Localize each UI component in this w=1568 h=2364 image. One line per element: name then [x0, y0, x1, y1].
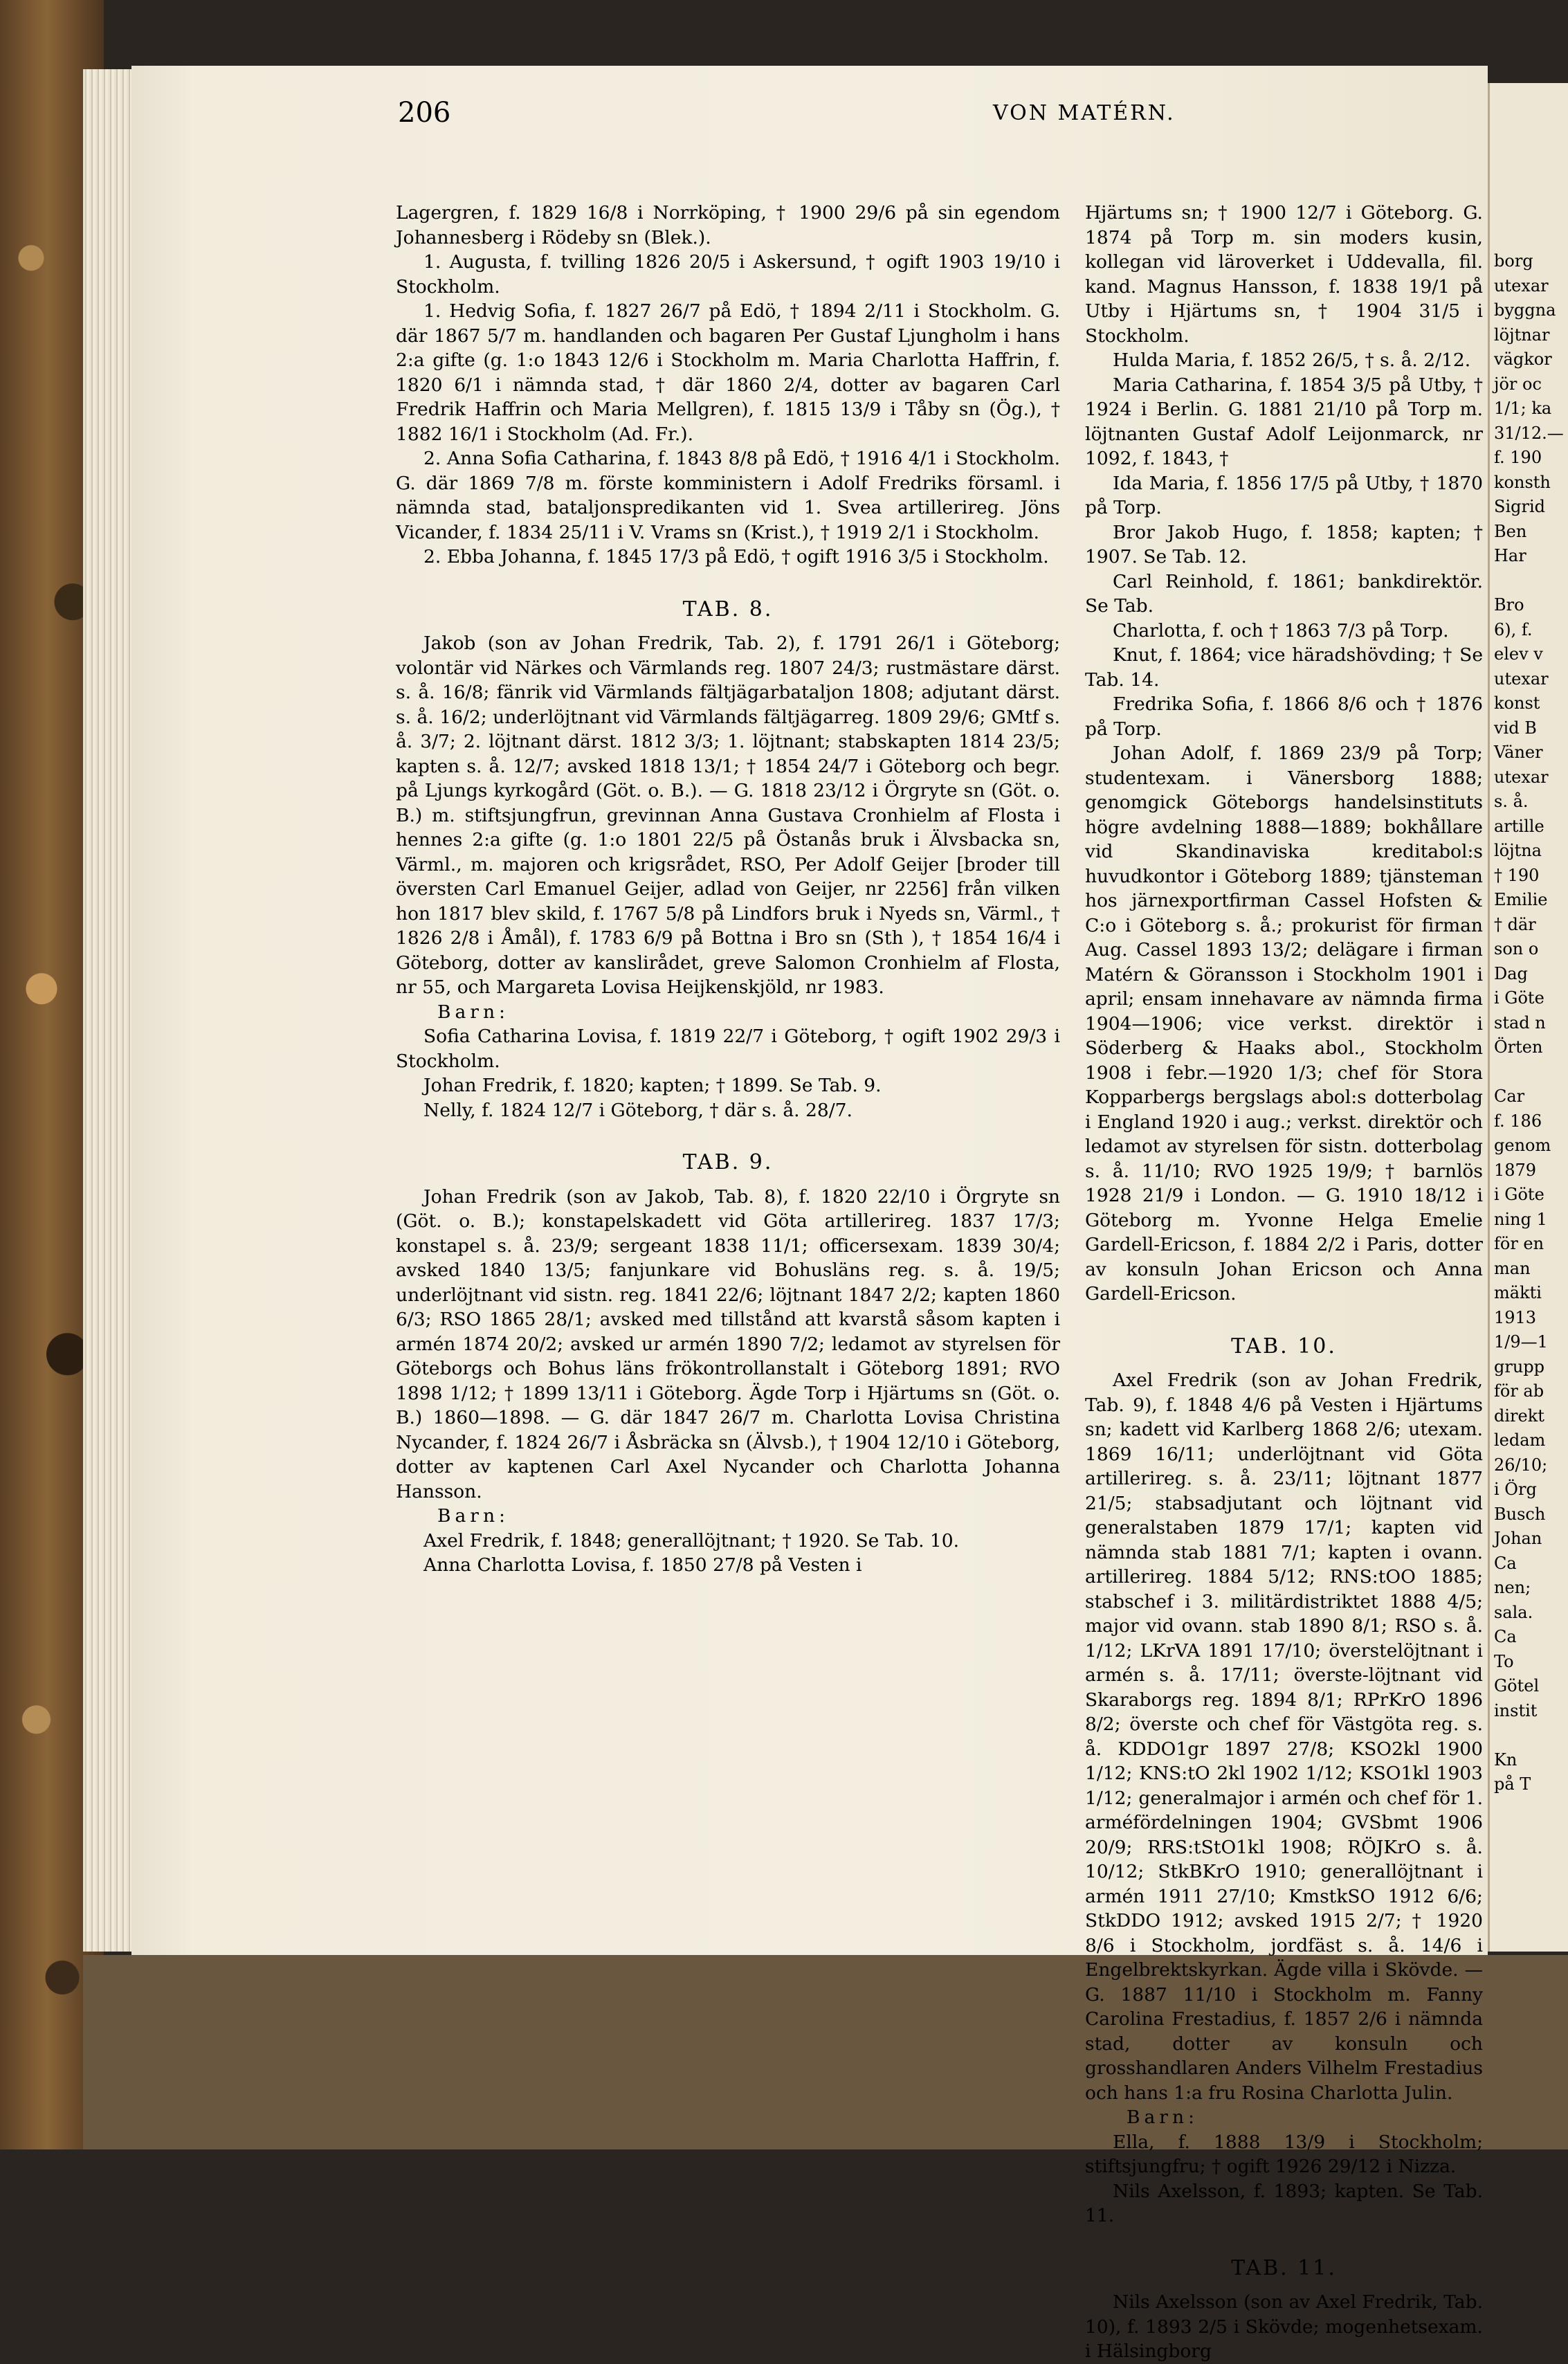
- entry-paragraph: Axel Fredrik, f. 1848; generallöjtnant; † 1920. Se Tab. 10.: [423, 1529, 960, 1552]
- facing-page-line: byggna: [1494, 300, 1556, 320]
- entry-paragraph: 2. Anna Sofia Catharina, f. 1843 8/8 på Edö, † 1916 4/1 i Stockholm. G. där 1869 7/8 m. förste komministern i Adolf Fredriks församl. i nämnda stad, bataljonspredikanten vid 1. Svea artillerireg. Jöns Vicander, f. 1834 25/11 i V. Vrams sn (Krist.), † 1919 2/1 i Stockholm.: [396, 448, 1060, 543]
- running-title: VON MATÉRN.: [993, 101, 1176, 125]
- page-stack-edge: [83, 69, 133, 1952]
- facing-page-line: ning 1: [1494, 1209, 1547, 1229]
- facing-page-line: 6), f.: [1494, 619, 1533, 639]
- facing-page-line: vägkor: [1494, 349, 1552, 369]
- table-heading: TAB. 8.: [682, 597, 774, 621]
- facing-page-fragments: [1490, 83, 1568, 1797]
- facing-page-line: Ca: [1494, 1553, 1517, 1573]
- children-heading: Barn:: [437, 1505, 509, 1527]
- entry-paragraph: Johan Adolf, f. 1869 23/9 på Torp; studentexam. i Vänersborg 1888; genomgick Göteborgs handelsinstituts högre avdelning 1888—1889; bokhållare vid Skandinaviska kreditabol:s huvudkontor i Göteborg 1889; tjänsteman hos järnexportfirman Cassel Hofsten & C:o i Göteborg s. å.; prokurist för firman Aug. Cassel 1893 13/2; delägare i firman Matérn & Göransson i Stockholm 1901 i april; ensam innehavare av nämnda firma 1904—1906; vice verkst. direktör i Söderberg & Haaks abol., Stockholm 1908 i febr.—1920 1/3; chef för Stora Kopparbergs bergslags abol:s dotterbolag i England 1920 i aug.; verkst. direktör och ledamot av styrelsen för sistn. dotterbolag s. å. 11/10; RVO 1925 19/9; † barnlös 1928 21/9 i London. — G. 1910 18/12 i Göteborg m. Yvonne Helga Emelie Gardell-Ericson, f. 1884 2/2 i Paris, dotter av konsuln Johan Ericson och Anna Gardell-Ericson.: [1085, 743, 1483, 1304]
- facing-page-line: 26/10;: [1494, 1455, 1548, 1475]
- facing-page-line: son o: [1494, 939, 1539, 958]
- facing-page-line: grupp: [1494, 1356, 1545, 1376]
- facing-page-line: i Göte: [1494, 988, 1544, 1008]
- facing-page-line: f. 186: [1494, 1111, 1542, 1131]
- facing-page-line: f. 190: [1494, 448, 1542, 467]
- facing-page-line: ledam: [1494, 1430, 1546, 1450]
- facing-page-line: [1494, 569, 1568, 594]
- facing-page-line: mäkti: [1494, 1283, 1542, 1302]
- facing-page-line: utexar: [1494, 275, 1549, 296]
- facing-page-line: instit: [1494, 1700, 1538, 1720]
- facing-page-line: för ab: [1494, 1381, 1544, 1401]
- facing-page-line: [1494, 1060, 1568, 1085]
- facing-page-line: † där: [1494, 914, 1536, 934]
- facing-page-line: Car: [1494, 1086, 1525, 1106]
- entry-paragraph: Ida Maria, f. 1856 17/5 på Utby, † 1870 på Torp.: [1085, 472, 1483, 518]
- facing-page-line: artille: [1494, 816, 1544, 836]
- entry-paragraph: Carl Reinhold, f. 1861; bankdirektör. Se Tab.: [1085, 570, 1483, 617]
- entry-paragraph: Hulda Maria, f. 1852 26/5, † s. å. 2/12.: [1113, 349, 1471, 371]
- entry-paragraph: Nelly, f. 1824 12/7 i Göteborg, † där s. å. 28/7.: [423, 1099, 853, 1121]
- entry-paragraph: 2. Ebba Johanna, f. 1845 17/3 på Edö, † ogift 1916 3/5 i Stockholm.: [423, 546, 1049, 567]
- entry-paragraph: Lagergren, f. 1829 16/8 i Norrköping, † 1900 29/6 på sin egendom Johannesberg i Rödeby sn (Blek.).: [396, 202, 1060, 248]
- entry-paragraph: Maria Catharina, f. 1854 3/5 på Utby, † 1924 i Berlin. G. 1881 21/10 på Torp m. löjtnanten Gustaf Adolf Leijonmarck, nr 1092, f. 1843, †: [1085, 374, 1483, 469]
- left-column: [396, 201, 1060, 1578]
- facing-page-line: Har: [1494, 546, 1526, 565]
- facing-page-line: på T: [1494, 1774, 1531, 1794]
- entry-paragraph: Hjärtums sn; † 1900 12/7 i Göteborg. G. 1874 på Torp m. sin moders kusin, kollegan vid läroverket i Uddevalla, fil. kand. Magnus Hansson, f. 1838 19/1 på Utby i Hjärtums sn, † 1904 31/5 i Stockholm.: [1085, 202, 1483, 347]
- entry-paragraph: Johan Fredrik (son av Jakob, Tab. 8), f. 1820 22/10 i Örgryte sn (Göt. o. B.); konstapelskadett vid Göta artillerireg. 1837 17/3; konstapel s. å. 23/9; sergeant 1838 11/1; officersexam. 1839 30/4; avsked 1840 13/5; fanjunkare vid Bohusläns reg. s. å. 19/5; underlöjtnant vid sistn. reg. 1841 22/6; löjtnant 1847 2/2; kapten 1860 6/3; RSO 1865 28/1; avsked med tillstånd att kvarstå såsom kapten i armén 1874 20/2; avsked ur armén 1890 7/2; ledamot av styrelsen för Göteborgs och Bohus läns frökontrollanstalt i Göteborg 1891; RVO 1898 1/12; † 1899 13/11 i Göteborg. Ägde Torp i Hjärtums sn (Göt. o. B.) 1860—1898. — G. där 1847 26/7 m. Charlotta Lovisa Christina Nycander, f. 1824 26/7 i Åsbräcka sn (Älvsb.), † 1904 12/10 i Göteborg, dotter av kaptenen Carl Axel Nycander och Charlotta Johanna Hansson.: [396, 1185, 1060, 1502]
- facing-page-line: löjtnar: [1494, 325, 1550, 345]
- facing-page-line: utexar: [1494, 767, 1549, 787]
- facing-page-line: Örten: [1494, 1037, 1543, 1057]
- facing-page: [1488, 83, 1568, 1952]
- facing-page-line: utexar: [1494, 669, 1549, 689]
- facing-page-line: 1/1; ka: [1494, 399, 1552, 418]
- entry-paragraph: 1. Augusta, f. tvilling 1826 20/5 i Askersund, † ogift 1903 19/10 i Stockholm.: [396, 251, 1060, 298]
- facing-page-line: elev v: [1494, 644, 1543, 664]
- children-heading: Barn:: [1127, 2107, 1198, 2128]
- entry-paragraph: Knut, f. 1864; vice häradshövding; † Se Tab. 14.: [1085, 644, 1483, 691]
- entry-paragraph: Sofia Catharina Lovisa, f. 1819 22/7 i Göteborg, † ogift 1902 29/3 i Stockholm.: [396, 1026, 1060, 1072]
- facing-page-line: genom: [1494, 1136, 1551, 1155]
- entry-paragraph: 1. Hedvig Sofia, f. 1827 26/7 på Edö, † 1894 2/11 i Stockholm. G. där 1867 5/7 m. handlanden och bagaren Per Gustaf Ljungholm i hans 2:a gifte (g. 1:o 1843 12/6 i Stockholm m. Maria Charlotta Haffrin, f. 1820 6/1 i nämnda stad, † där 1860 2/4, dotter av bagaren Carl Fredrik Haffrin och Maria Mellgren), f. 1815 13/9 i Tåby sn (Ög.), † 1882 16/1 i Stockholm (Ad. Fr.).: [396, 300, 1060, 445]
- facing-page-line: för en: [1494, 1234, 1544, 1253]
- facing-page-line: Götel: [1494, 1676, 1540, 1695]
- facing-page-line: [1494, 1723, 1568, 1748]
- facing-page-line: stad n: [1494, 1012, 1546, 1033]
- facing-page-line: 1/9—1: [1494, 1332, 1548, 1352]
- facing-page-line: Sigrid: [1494, 497, 1545, 516]
- facing-page-line: nen;: [1494, 1578, 1531, 1597]
- facing-page-line: Busch: [1494, 1504, 1546, 1524]
- entry-paragraph: Anna Charlotta Lovisa, f. 1850 27/8 på Vesten i: [423, 1554, 862, 1576]
- facing-page-line: To: [1494, 1651, 1514, 1671]
- table-heading: TAB. 10.: [1231, 1334, 1337, 1358]
- facing-page-line: Ca: [1494, 1627, 1517, 1646]
- facing-page-line: Johan: [1494, 1529, 1542, 1548]
- facing-page-line: sala.: [1494, 1602, 1533, 1622]
- facing-page-line: † 190: [1494, 865, 1540, 885]
- entry-paragraph: Nils Axelsson (son av Axel Fredrik, Tab. 10), f. 1893 2/5 i Skövde; mogenhetsexam. i Hälsingborg: [1085, 2291, 1483, 2362]
- right-column: [1085, 201, 1483, 2364]
- facing-page-line: vid B: [1494, 718, 1537, 738]
- entry-paragraph: Bror Jakob Hugo, f. 1858; kapten; † 1907. Se Tab. 12.: [1085, 521, 1483, 567]
- facing-page-line: man: [1494, 1258, 1531, 1278]
- running-head: [398, 97, 1464, 138]
- facing-page-line: löjtna: [1494, 841, 1542, 860]
- facing-page-line: Dag: [1494, 963, 1528, 983]
- page-number: 206: [398, 97, 451, 129]
- table-heading: TAB. 9.: [682, 1150, 774, 1174]
- facing-page-line: i Örg: [1494, 1480, 1537, 1499]
- entry-paragraph: Nils Axelsson, f. 1893; kapten. Se Tab. 11.: [1085, 2180, 1483, 2226]
- facing-page-line: Kn: [1494, 1749, 1517, 1770]
- facing-page-line: 1879: [1494, 1160, 1537, 1180]
- facing-page-line: Bro: [1494, 595, 1524, 615]
- facing-page-line: s. å.: [1494, 792, 1529, 811]
- facing-page-line: Väner: [1494, 743, 1543, 762]
- entry-paragraph: Axel Fredrik (son av Johan Fredrik, Tab. 9), f. 1848 4/6 på Vesten i Hjärtums sn; kadett vid Karlberg 1868 2/6; utexam. 1869 16/11; underlöjtnant vid Göta artillerireg. s. å. 23/11; löjtnant 1877 21/5; stabsadjutant och löjtnant vid generalstaben 1879 17/1; kapten vid nämnda stab 1881 7/1; kapten i ovann. artillerireg. 1884 5/12; RNS:tOO 1885; stabschef i 3. militärdistriktet 1888 4/5; major vid ovann. stab 1890 8/1; RSO s. å. 1/12; LKrVA 1891 17/10; överstelöjtnant i armén s. å. 17/11; överste-löjtnant vid Skaraborgs reg. 1894 8/1; RPrKrO 1896 8/2; överste och chef för Västgöta reg. s. å. KDDO1gr 1897 27/8; KSO2kl 1900 1/12; KNS:tO 2kl 1902 1/12; KSO1kl 1903 1/12; generalmajor i armén och chef för 1. arméfördelningen 1904; GVSbmt 1906 20/9; RRS:tStO1kl 1908; RÖJKrO s. å. 10/12; StkBKrO 1910; generallöjtnant i armén 1911 27/10; KmstkSO 1912 6/6; StkDDO 1912; avsked 1915 2/7; † 1920 8/6 i Stockholm, jordfäst s. å. 14/6 i Engelbrektskyrkan. Ägde villa i Skövde. — G. 1887 11/10 i Stockholm m. Fanny Carolina Frestadius, f. 1857 2/6 i nämnda stad, dotter av konsuln och grosshandlaren Anders Vilhelm Frestadius och hans 1:a fru Rosina Charlotta Julin.: [1085, 1370, 1483, 2104]
- facing-page-line: Ben: [1494, 521, 1527, 541]
- facing-page-line: konst: [1494, 693, 1540, 713]
- children-heading: Barn:: [437, 1001, 509, 1023]
- table-heading: TAB. 11.: [1231, 2255, 1337, 2280]
- entry-paragraph: Jakob (son av Johan Fredrik, Tab. 2), f. 1791 26/1 i Göteborg; volontär vid Närkes och Värmlands reg. 1807 24/3; rustmästare därst. s. å. 16/8; fänrik vid Värmlands fältjägarbataljon 1808; adjutant därst. s. å. 16/2; underlöjtnant vid Värmlands fältjägarreg. 1809 29/6; GMtf s. å. 3/7; 2. löjtnant därst. 1812 3/3; 1. löjtnant; stabskapten 1814 23/5; kapten s. å. 12/7; avsked 1818 13/1; † 1854 24/7 i Göteborg och begr. på Ljungs kyrkogård (Göt. o. B.). — G. 1818 23/12 i Örgryte sn (Göt. o. B.) m. stiftsjungfrun, grevinnan Anna Gustava Cronhielm af Flosta i hennes 2:a gifte (g. 1:o 1801 22/5 på Östanås bruk i Älvsbacka sn, Värml., m. majoren och krigsrådet, RSO, Per Adolf Geijer [broder till översten Carl Emanuel Geijer, adlad von Geijer, nr 2256] från vilken hon 1817 blev skild, f. 1767 5/8 på Lindfors bruk i Nyeds sn, Värml., † 1826 2/8 i Åmål), f. 1783 6/9 på Bottna i Bro sn (Sth ), † 1854 16/4 i Göteborg, dotter av kanslirådet, greve Salomon Cronhielm af Flosta, nr 55, och Margareta Lovisa Heijkenskjöld, nr 1983.: [396, 633, 1060, 998]
- facing-page-line: jör oc: [1494, 374, 1542, 394]
- facing-page-line: 1913: [1494, 1307, 1537, 1327]
- entry-paragraph: Johan Fredrik, f. 1820; kapten; † 1899. Se Tab. 9.: [423, 1075, 882, 1096]
- facing-page-line: Emilie: [1494, 890, 1548, 909]
- entry-paragraph: Fredrika Sofia, f. 1866 8/6 och † 1876 på Torp.: [1085, 693, 1483, 740]
- entry-paragraph: Ella, f. 1888 13/9 i Stockholm; stiftsjungfru; † ogift 1926 29/12 i Nizza.: [1085, 2131, 1483, 2177]
- facing-page-line: 31/12.—: [1494, 423, 1564, 443]
- facing-page-line: direkt: [1494, 1406, 1544, 1426]
- facing-page-line: borg: [1494, 251, 1533, 271]
- facing-page-line: i Göte: [1494, 1185, 1544, 1204]
- facing-page-line: konsth: [1494, 472, 1551, 492]
- entry-paragraph: Charlotta, f. och † 1863 7/3 på Torp.: [1113, 619, 1449, 642]
